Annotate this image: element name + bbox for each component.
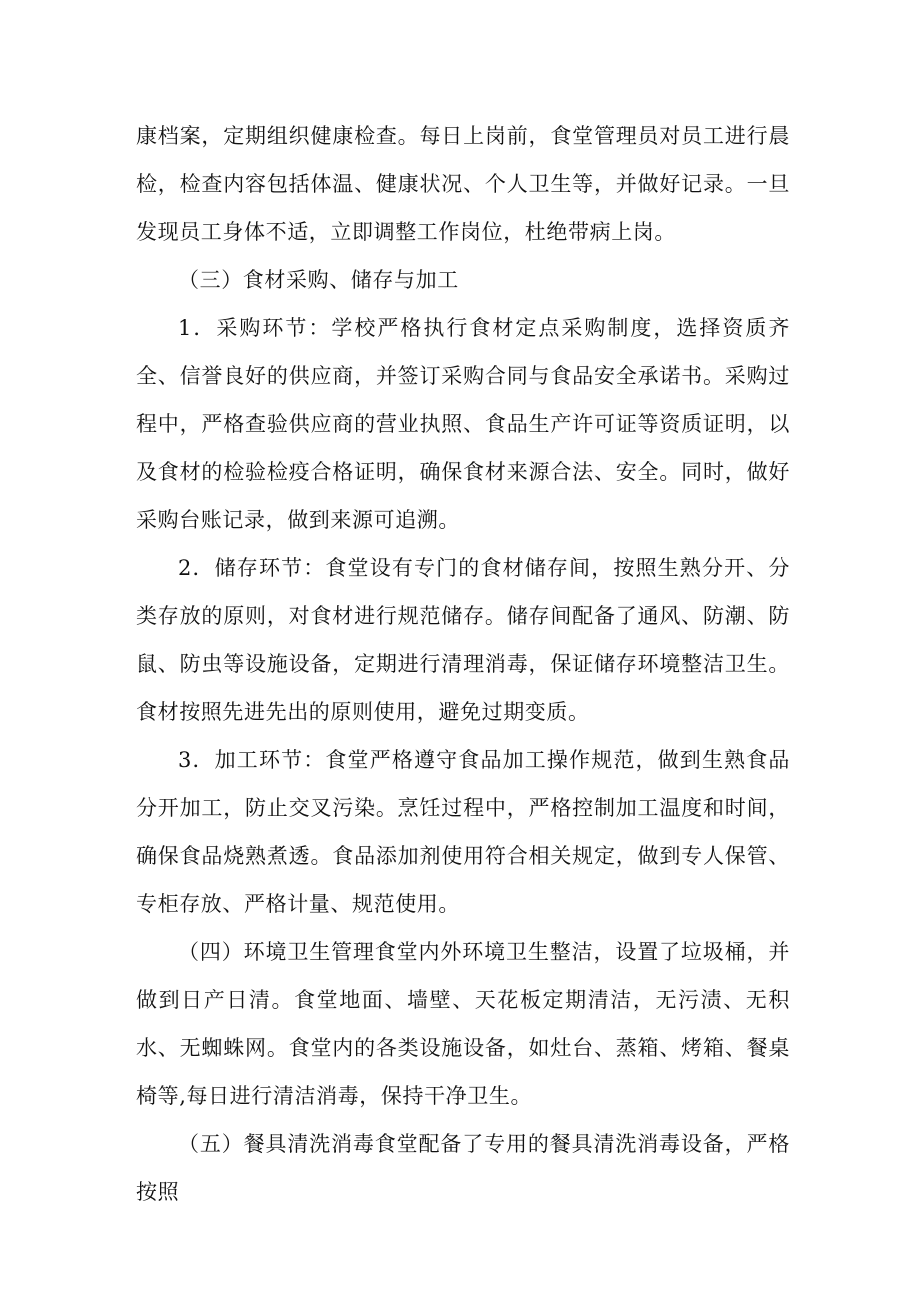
paragraph-procurement: 1．采购环节：学校严格执行食材定点采购制度，选择资质齐全、信誉良好的供应商，并签订采购合同与食品安全承诺书。采购过程中，严格查验供应商的营业执照、食品生产许可证等资质证明，以及食材的检验检疫合格证明，确保食材来源合法、安全。同时，做好采购台账记录，做到来源可追溯。 bbox=[136, 316, 790, 532]
paragraph-tableware-disinfection: （五）餐具清洗消毒食堂配备了专用的餐具清洗消毒设备，严格按照 bbox=[136, 1132, 790, 1204]
paragraph-storage: 2．储存环节：食堂设有专门的食材储存间，按照生熟分开、分类存放的原则，对食材进行规范储存。储存间配备了通风、防潮、防鼠、防虫等设施设备，定期进行清理消毒，保证储存环境整洁卫生。食材按照先进先出的原则使用，避免过期变质。 bbox=[136, 556, 790, 724]
paragraph-processing: 3．加工环节：食堂严格遵守食品加工操作规范，做到生熟食品分开加工，防止交叉污染。烹饪过程中，严格控制加工温度和时间，确保食品烧熟煮透。食品添加剂使用符合相关规定，做到专人保管、专柜存放、严格计量、规范使用。 bbox=[136, 748, 790, 916]
paragraph-environment-hygiene: （四）环境卫生管理食堂内外环境卫生整洁，设置了垃圾桶，并做到日产日清。食堂地面、墙壁、天花板定期清洁，无污渍、无积水、无蜘蛛网。食堂内的各类设施设备，如灶台、蒸箱、烤箱、餐桌椅等,每日进行清洁消毒，保持干净卫生。 bbox=[136, 940, 790, 1108]
paragraph-health-records: 康档案，定期组织健康检查。每日上岗前，食堂管理员对员工进行晨检，检查内容包括体温、健康状况、个人卫生等，并做好记录。一旦发现员工身体不适，立即调整工作岗位，杜绝带病上岗。 bbox=[136, 124, 790, 244]
document-body bbox=[136, 112, 790, 1216]
section-heading-procurement-storage-processing: （三）食材采购、储存与加工 bbox=[178, 268, 459, 292]
